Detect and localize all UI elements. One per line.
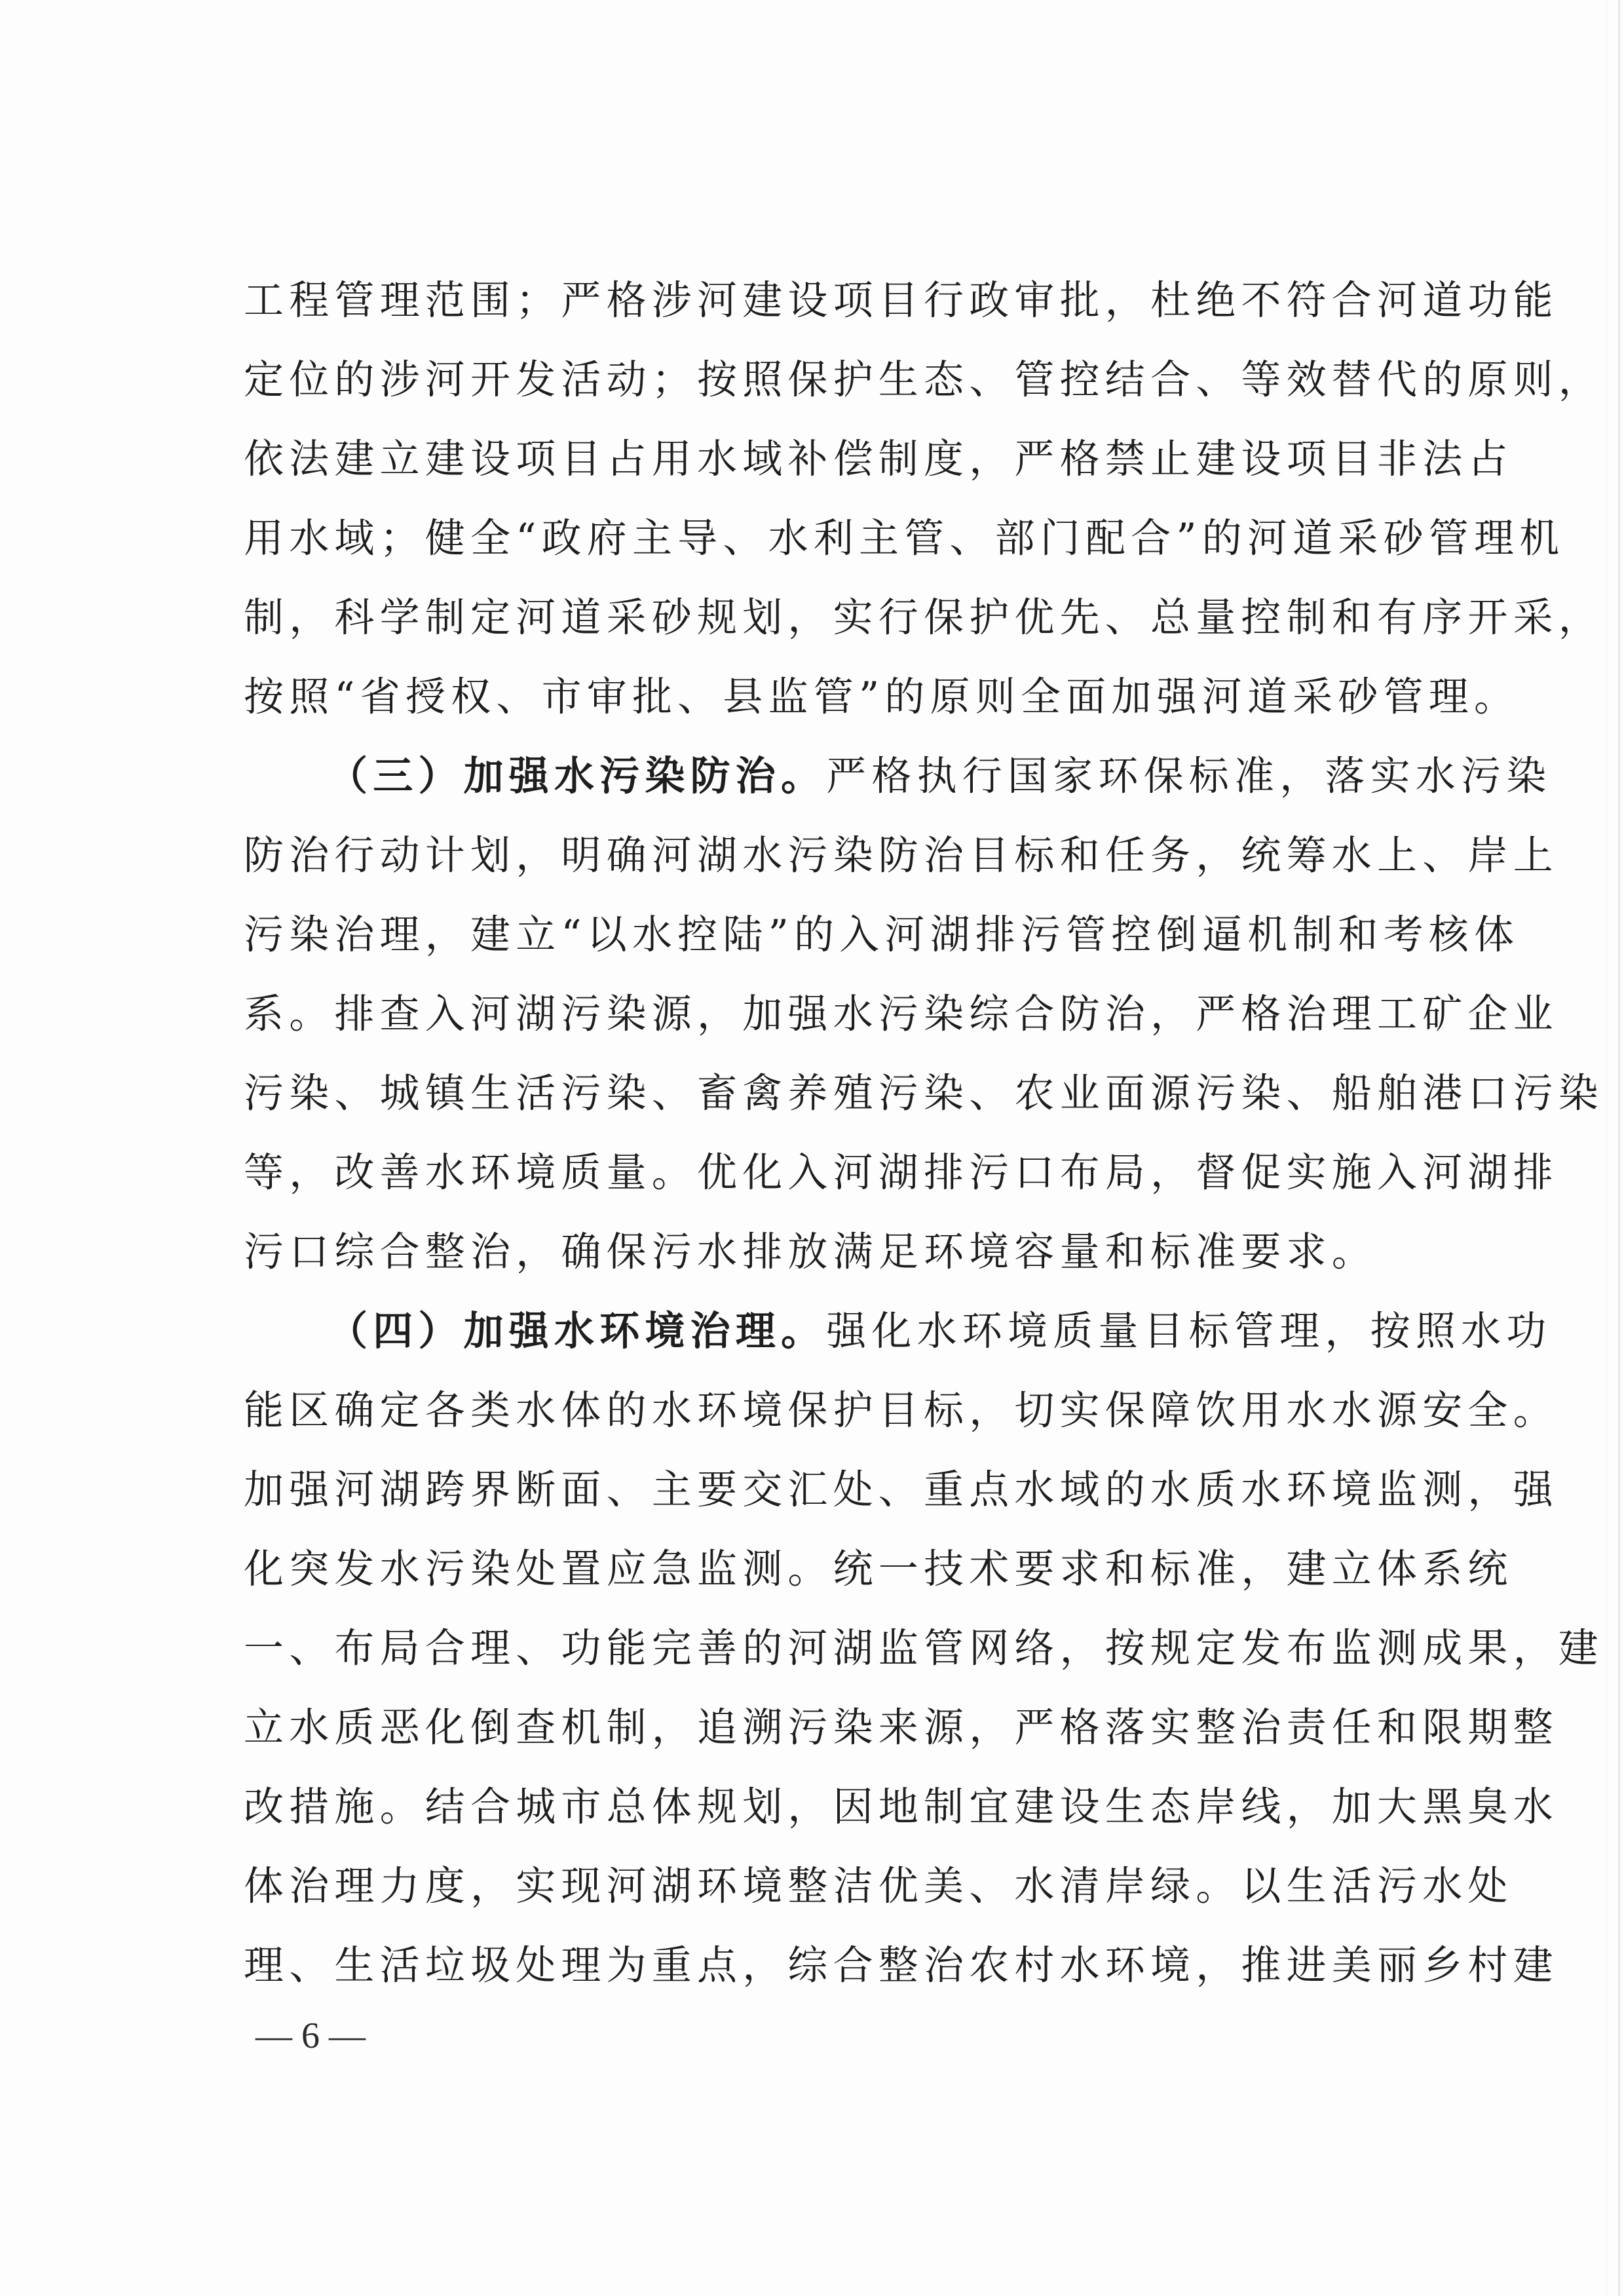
text-line: 能区确定各类水体的水环境保护目标，切实保障饮用水水源安全。 [244,1387,1558,1434]
text-line: 污染治理，建立“以水控陆”的入河湖排污管控倒逼机制和考核体 [244,911,1520,958]
text-line: 体治理力度，实现河湖环境整洁优美、水清岸绿。以生活污水处 [244,1863,1513,1909]
text-run: 强化水环境质量目标管理，按照水功 [826,1308,1552,1354]
text-line: 系。排查入河湖污染源，加强水污染综合防治，严格治理工矿企业 [244,991,1558,1037]
text-line: 化突发水污染处置应急监测。统一技术要求和标准，建立体系统 [244,1546,1513,1592]
text-line: 等，改善水环境质量。优化入河湖排污口布局，督促实施入河湖排 [244,1149,1558,1196]
text-line: 定位的涉河开发活动；按照保护生态、管控结合、等效替代的原则， [244,356,1604,403]
text-line: 加强河湖跨界断面、主要交汇处、重点水域的水质水环境监测，强 [244,1466,1558,1513]
text-line: 理、生活垃圾处理为重点，综合整治农村水环境，推进美丽乡村建 [244,1942,1558,1989]
text-line: 防治行动计划，明确河湖水污染防治目标和任务，统筹水上、岸上 [244,832,1558,879]
page-number: — 6 — [255,2016,366,2056]
text-line: 依法建立建设项目占用水域补偿制度，严格禁止建设项目非法占 [244,436,1513,482]
text-line: 用水域；健全“政府主导、水利主管、部门配合”的河道采砂管理机 [244,515,1565,562]
section-heading-3: （三）加强水污染防治。 [328,753,827,799]
text-line: 立水质恶化倒查机制，追溯污染来源，严格落实整治责任和限期整 [244,1704,1558,1751]
text-line: 工程管理范围；严格涉河建设项目行政审批，杜绝不符合河道功能 [244,277,1558,324]
text-line [244,1292,1552,1371]
text-run: 严格执行国家环保标准，落实水污染 [826,753,1552,799]
document-body [244,261,1604,2005]
paragraph-section-4 [244,1292,1604,2005]
text-line: 按照“省授权、市审批、县监管”的原则全面加强河道采砂管理。 [244,674,1520,720]
text-line: 一、布局合理、功能完善的河湖监管网络，按规定发布监测成果，建 [244,1625,1604,1672]
section-heading-4: （四）加强水环境治理。 [328,1308,827,1354]
text-line: 污口综合整治，确保污水排放满足环境容量和标准要求。 [244,1229,1378,1275]
text-line: 制，科学制定河道采砂规划，实行保护优先、总量控制和有序开采， [244,594,1604,641]
scan-edge-shadow [1618,0,1620,2296]
text-line [244,737,1552,816]
paragraph-section-3 [244,737,1604,1292]
paragraph-continuation [244,261,1604,737]
text-line: 改措施。结合城市总体规划，因地制宜建设生态岸线，加大黑臭水 [244,1784,1558,1830]
text-line: 污染、城镇生活污染、畜禽养殖污染、农业面源污染、船舶港口污染 [244,1070,1604,1117]
scan-edge-line [1606,0,1607,2296]
